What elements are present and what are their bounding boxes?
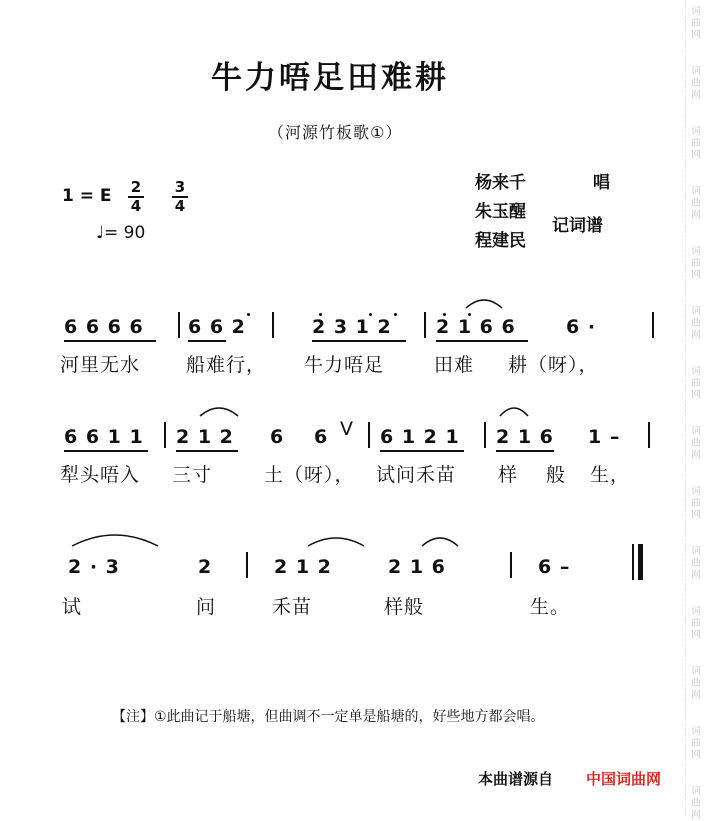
- credit-singer-role: 唱: [593, 173, 610, 193]
- line1-measure4-held: 6 ·: [566, 316, 597, 338]
- slur-mark: [420, 534, 460, 548]
- watermark-char: 网: [691, 90, 701, 101]
- slur-mark: [306, 534, 366, 548]
- watermark-char: 曲: [691, 198, 701, 209]
- octave-dot: [394, 313, 397, 316]
- line2-measure2-note: 6: [270, 426, 285, 448]
- line1-lyric-3: 牛力唔足: [304, 354, 385, 376]
- line3-lyric-1: 试: [62, 596, 83, 618]
- watermark-char: 词: [691, 126, 701, 137]
- line2-lyric-7: 生，: [590, 464, 631, 486]
- tempo-marking: ♩= 90: [96, 223, 146, 243]
- line3-lyric-5: 生。: [530, 596, 571, 618]
- watermark-char: 网: [691, 390, 701, 401]
- watermark-char: 曲: [691, 678, 701, 689]
- time-signature-2: 3 4: [172, 180, 188, 214]
- watermark-char: 词: [691, 546, 701, 557]
- line2-measure2-notes: 2 1 2: [176, 426, 234, 448]
- line3-lyric-2: 问: [196, 596, 217, 618]
- watermark-char: 曲: [691, 438, 701, 449]
- line2-lyric-6: 般: [546, 464, 567, 486]
- line3-measure1-note: 2: [198, 556, 213, 578]
- duration-underline: [176, 450, 238, 452]
- slur-mark: [464, 296, 504, 310]
- line1-measure4-notes: 2 1 6 6: [436, 316, 516, 338]
- line1-measure2-notes: 6 6 2: [188, 316, 246, 338]
- line2-lyric-2: 三寸: [172, 464, 213, 486]
- barline: [484, 422, 486, 448]
- song-subtitle: （河源竹板歌①）: [268, 123, 403, 142]
- line3-measure2-notes: 2 1 6: [388, 556, 446, 578]
- source-label: 本曲谱源自: [478, 770, 554, 788]
- line2-measure4-held: 1 –: [588, 426, 621, 448]
- watermark-char: 词: [691, 726, 701, 737]
- watermark-char: 网: [691, 570, 701, 581]
- watermark-char: 曲: [691, 618, 701, 629]
- watermark-char: 曲: [691, 258, 701, 269]
- watermark-char: 网: [691, 750, 701, 761]
- line1-lyric-1: 河里无水: [60, 354, 141, 376]
- footnote: 【注】①此曲记于船塘，但曲调不一定单是船塘的，好些地方都会唱。: [112, 709, 545, 725]
- song-title: 牛力唔足田难耕: [211, 60, 449, 96]
- line2-measure2-note: 6: [314, 426, 329, 448]
- watermark-char: 曲: [691, 738, 701, 749]
- watermark-char: 词: [691, 786, 701, 797]
- line2-lyric-5: 样: [498, 464, 519, 486]
- credit-singer: 杨来千: [475, 173, 526, 193]
- watermark-char: 曲: [691, 498, 701, 509]
- watermark-char: 网: [691, 210, 701, 221]
- watermark-char: 词: [691, 486, 701, 497]
- line3-measure3-notes: 6 –: [538, 556, 571, 578]
- credit-recorder-1: 朱玉醒: [475, 202, 526, 222]
- watermark-char: 词: [691, 6, 701, 17]
- credit-recorder-2: 程建民: [475, 231, 526, 251]
- line3-measure2-notes: 2 1 2: [274, 556, 332, 578]
- breath-mark: V: [340, 418, 354, 440]
- barline: [510, 552, 512, 578]
- line3-lyric-3: 禾苗: [272, 596, 313, 618]
- barline: [648, 422, 650, 448]
- watermark-char: 词: [691, 606, 701, 617]
- duration-underline: [64, 340, 156, 342]
- watermark-char: 网: [691, 150, 701, 161]
- barline: [246, 552, 248, 578]
- line1-measure1-notes: 6 6 6 6: [64, 316, 144, 338]
- octave-dot: [369, 313, 372, 316]
- watermark-char: 曲: [691, 318, 701, 329]
- barline: [178, 312, 180, 338]
- watermark-char: 词: [691, 66, 701, 77]
- line2-lyric-1: 犁头唔入: [60, 464, 141, 486]
- watermark-char: 曲: [691, 78, 701, 89]
- watermark-char: 曲: [691, 378, 701, 389]
- line1-lyric-4: 田难: [434, 354, 475, 376]
- watermark-char: 网: [691, 30, 701, 41]
- watermark-char: 网: [691, 270, 701, 281]
- watermark-char: 曲: [691, 18, 701, 29]
- barline: [164, 422, 166, 448]
- watermark-char: 词: [691, 366, 701, 377]
- watermark-char: 网: [691, 690, 701, 701]
- barline: [652, 312, 654, 338]
- duration-underline: [312, 340, 406, 342]
- line3-measure1-notes: 2 · 3: [68, 556, 120, 578]
- line1-measure3-notes: 2 3 1 2: [312, 316, 392, 338]
- watermark-char: 曲: [691, 558, 701, 569]
- watermark-char: 词: [691, 666, 701, 677]
- watermark-char: 词: [691, 186, 701, 197]
- duration-underline: [380, 450, 464, 452]
- watermark-char: 曲: [691, 138, 701, 149]
- watermark-char: 网: [691, 450, 701, 461]
- watermark-char: 网: [691, 330, 701, 341]
- line2-measure3-notes: 6 1 2 1: [380, 426, 460, 448]
- credit-recorder-role: 记词谱: [552, 216, 603, 236]
- line2-lyric-3: 土（呀），: [264, 464, 355, 486]
- line1-lyric-2: 船难行，: [186, 354, 267, 376]
- source-site-link[interactable]: 中国词曲网: [586, 770, 662, 788]
- barline: [272, 312, 274, 338]
- slur-mark: [70, 530, 160, 548]
- line2-lyric-4: 试问禾苗: [376, 464, 457, 486]
- duration-underline: [188, 340, 226, 342]
- key-signature: 1 = E: [62, 186, 112, 206]
- slur-mark: [198, 404, 240, 418]
- duration-underline: [496, 450, 554, 452]
- octave-dot: [443, 313, 446, 316]
- watermark-char: 网: [691, 810, 701, 821]
- slur-mark: [498, 404, 530, 418]
- watermark-char: 词: [691, 246, 701, 257]
- watermark-column: [685, 0, 708, 821]
- octave-dot: [247, 313, 250, 316]
- watermark-char: 词: [691, 306, 701, 317]
- watermark-char: 网: [691, 630, 701, 641]
- watermark-char: 曲: [691, 798, 701, 809]
- duration-underline: [64, 450, 148, 452]
- line2-measure4-notes: 2 1 6: [496, 426, 554, 448]
- octave-dot: [468, 313, 471, 316]
- final-barline-thick: [638, 544, 643, 580]
- octave-dot: [319, 313, 322, 316]
- watermark-char: 词: [691, 426, 701, 437]
- line1-lyric-5: 耕（呀），: [508, 354, 599, 376]
- time-signature-1: 2 4: [128, 180, 144, 214]
- line2-measure1-notes: 6 6 1 1: [64, 426, 144, 448]
- final-barline-thin: [632, 544, 634, 580]
- barline: [424, 312, 426, 338]
- barline: [368, 422, 370, 448]
- watermark-char: 网: [691, 510, 701, 521]
- line3-lyric-4: 样般: [384, 596, 425, 618]
- duration-underline: [436, 340, 528, 342]
